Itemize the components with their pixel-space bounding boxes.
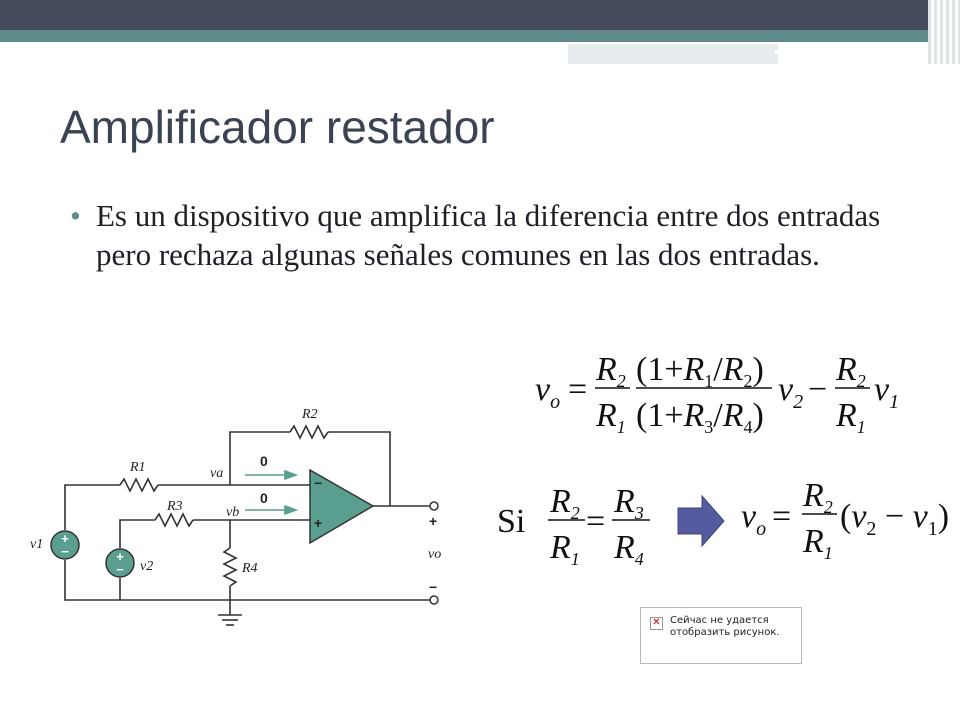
slide-title: Amplificador restador (60, 101, 495, 153)
svg-text:R1: $R_1$ (803, 523, 833, 563)
label-zero-bottom: 0 (260, 490, 268, 506)
v2-minus: − (116, 562, 124, 577)
opamp-minus: − (314, 475, 323, 491)
equation-vo-general (535, 351, 899, 437)
label-vo: vo (428, 547, 442, 562)
equation-vo-simplified (741, 477, 949, 563)
r1-resistor (120, 479, 158, 491)
svg-text:R4: $R_4$ (614, 529, 644, 569)
opamp-plus: + (314, 515, 323, 531)
v1-plus: + (61, 531, 69, 546)
svg-text:−: − (808, 371, 828, 408)
svg-text:R1: $R_1$ (550, 529, 580, 569)
r3-resistor (155, 514, 193, 526)
label-r2: R2 (302, 407, 318, 422)
svg-text:R2: $R_2$ (596, 351, 626, 391)
label-v1: v1 (30, 537, 44, 552)
broken-image-placeholder (640, 607, 802, 664)
svg-text:=: = (568, 371, 588, 408)
broken-image-message: Сейчас не удается отобразить рисунок. (670, 615, 780, 638)
label-vb: vb (226, 505, 240, 520)
label-v2: v2 (140, 559, 154, 574)
bullet-dot: • (70, 198, 81, 233)
output-minus: − (429, 579, 438, 595)
equation-condition (497, 483, 650, 569)
bullet-text: Es un dispositivo que amplifica la diferencia entre dos entradas pero rechaza algunas señales comunes en las dos entradas. (96, 198, 881, 272)
output-terminal-top (430, 502, 438, 510)
circuit-diagram (65, 426, 430, 625)
v1-minus: − (61, 544, 69, 559)
svg-text:=: = (586, 503, 606, 540)
svg-text:(v2 − v1): $(v_2 - v_1)$ (840, 498, 950, 540)
svg-text:vo: $v_o$ (535, 371, 561, 413)
r2-resistor (290, 426, 328, 438)
label-r1: R1 (130, 460, 146, 475)
label-r3: R3 (167, 499, 183, 514)
svg-text:R3: $R_3$ (614, 483, 644, 523)
broken-image-icon: ✕ (650, 617, 663, 630)
svg-text:R2: $R_2$ (550, 483, 580, 523)
label-r4: R4 (242, 561, 258, 576)
output-plus: + (429, 513, 438, 529)
label-va: va (210, 466, 224, 481)
label-zero-top: 0 (260, 453, 268, 469)
svg-text:vo: $v_o$ (741, 498, 767, 540)
svg-text:(1+R1/R2): $(1+R_1/R_2)$ (636, 351, 764, 391)
output-terminal-bottom (430, 596, 438, 604)
implies-arrow (678, 496, 724, 546)
svg-text:R2: $R_2$ (836, 351, 866, 391)
svg-text:(1+R3/R4): $(1+R_3/R_4)$ (636, 397, 764, 437)
svg-text:v2: $v_2$ (778, 371, 804, 413)
svg-text:v1: $v_1$ (874, 371, 900, 413)
current-arrows (245, 471, 296, 514)
r4-resistor (224, 548, 236, 586)
svg-text:R1: $R_1$ (836, 397, 866, 437)
si-label: Si (497, 503, 526, 540)
svg-text:=: = (772, 498, 792, 535)
svg-text:R1: $R_1$ (596, 397, 626, 437)
svg-text:R2: $R_2$ (803, 477, 833, 517)
v2-plus: + (116, 549, 124, 564)
